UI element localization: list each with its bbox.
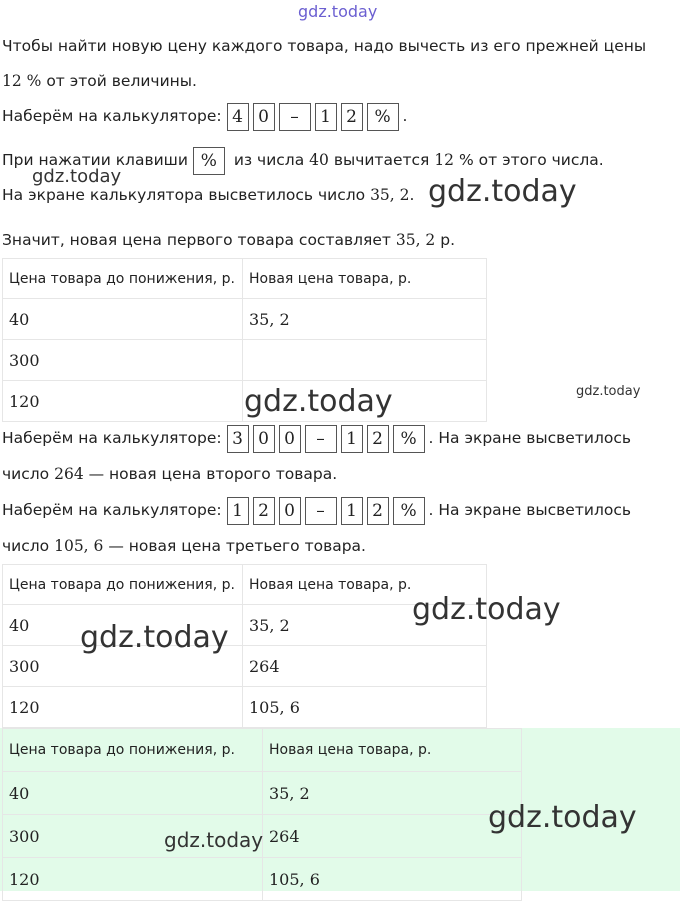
table-row [3,772,522,815]
calc-key: 1 [315,103,337,131]
cell: 300 [3,340,243,381]
cell: 120 [3,687,243,728]
cell: 264 [263,815,522,858]
text-line: Чтобы найти новую цену каждого товара, надо вычесть из его прежней цены [2,37,647,55]
calc-key: – [305,497,337,525]
text: р. [440,231,456,249]
text-line [2,229,455,251]
calc-key: 3 [227,425,249,453]
table-row [3,299,487,340]
cell: 40 [3,772,263,815]
text-line [2,535,366,557]
table-row [3,340,487,381]
table-header: Новая цена товара, р. [243,259,487,299]
calc-key: 2 [253,497,275,525]
calc-key: % [193,147,225,175]
calc-key: 0 [253,103,275,131]
text: На экране калькулятора высветилось число [2,186,366,204]
watermark: gdz.today [244,384,393,419]
text: % от этого числа. [454,151,604,169]
calc-key: 2 [341,103,363,131]
watermark: gdz.today [428,174,577,209]
calc-key: % [393,497,425,525]
text: вычитается [333,151,430,169]
text: При нажатии клавиши [2,151,188,169]
watermark: gdz.today [576,384,641,399]
table-header: Цена товара до понижения, р. [3,259,243,299]
watermark: gdz.today [412,592,561,627]
answer-table [2,728,522,901]
table-header: Новая цена товара, р. [263,729,522,772]
watermark: gdz.today [488,800,637,835]
calc-key: % [367,103,399,131]
calc-key: 0 [279,497,301,525]
cell: 264 [243,646,487,687]
text: из числа [233,151,305,169]
calc-key: 1 [227,497,249,525]
cell: 35, 2 [243,605,487,646]
table-row [3,858,522,901]
text: . [409,186,415,204]
table-row [3,646,487,687]
text: — новая цена второго товара. [88,465,338,483]
number: 105, 6 [54,537,104,555]
percent: % [21,72,42,90]
keys-line: Наберём на калькуляторе: 4 0 – 1 2 % . [2,102,407,131]
number: 12 [434,151,455,169]
cell: 120 [3,858,263,901]
table-header: Цена товара до понижения, р. [3,729,263,772]
label: Наберём на калькуляторе: [2,429,222,447]
cell: 300 [3,815,263,858]
calc-key: 1 [341,497,363,525]
calc-key: % [393,425,425,453]
text: от этой величины. [41,72,197,90]
table-row [3,687,487,728]
cell: 120 [3,381,243,422]
calc-key: – [279,103,311,131]
calc-key: 0 [253,425,275,453]
number: 12 [2,72,22,90]
cell: 35, 2 [263,772,522,815]
calc-key: 2 [367,497,389,525]
text: число [2,465,50,483]
watermark: gdz.today [164,828,264,852]
cell: 40 [3,299,243,340]
text-line [2,184,414,206]
calc-key: 1 [341,425,363,453]
text: число [2,537,50,555]
calc-key: 2 [367,425,389,453]
text-line [2,463,337,485]
cell [243,340,487,381]
number: 40 [309,151,329,169]
watermark: gdz.today [80,620,229,655]
price-table [2,564,487,728]
calc-key: 0 [279,425,301,453]
text: . На экране высветилось [428,429,631,447]
cell: 105, 6 [243,687,487,728]
table-header: Новая цена товара, р. [243,565,487,605]
label: Наберём на калькуляторе: [2,107,222,125]
text: — новая цена третьего товара. [108,537,366,555]
calc-key: – [305,425,337,453]
cell: 40 [3,605,243,646]
number: 264 [54,465,84,483]
watermark: gdz.today [298,2,378,21]
text-line [2,70,197,92]
keys-line [2,496,631,525]
cell: 105, 6 [263,858,522,901]
number: 35, 2 [370,186,410,204]
table-header: Цена товара до понижения, р. [3,565,243,605]
text: Значит, новая цена первого товара составляет [2,231,391,249]
cell: 35, 2 [243,299,487,340]
calc-key: 4 [227,103,249,131]
label: Наберём на калькуляторе: [2,501,222,519]
keys-line [2,424,631,453]
number: 35, 2 [395,231,436,249]
cell: 300 [3,646,243,687]
watermark: gdz.today [32,166,122,187]
text: . На экране высветилось [428,501,631,519]
